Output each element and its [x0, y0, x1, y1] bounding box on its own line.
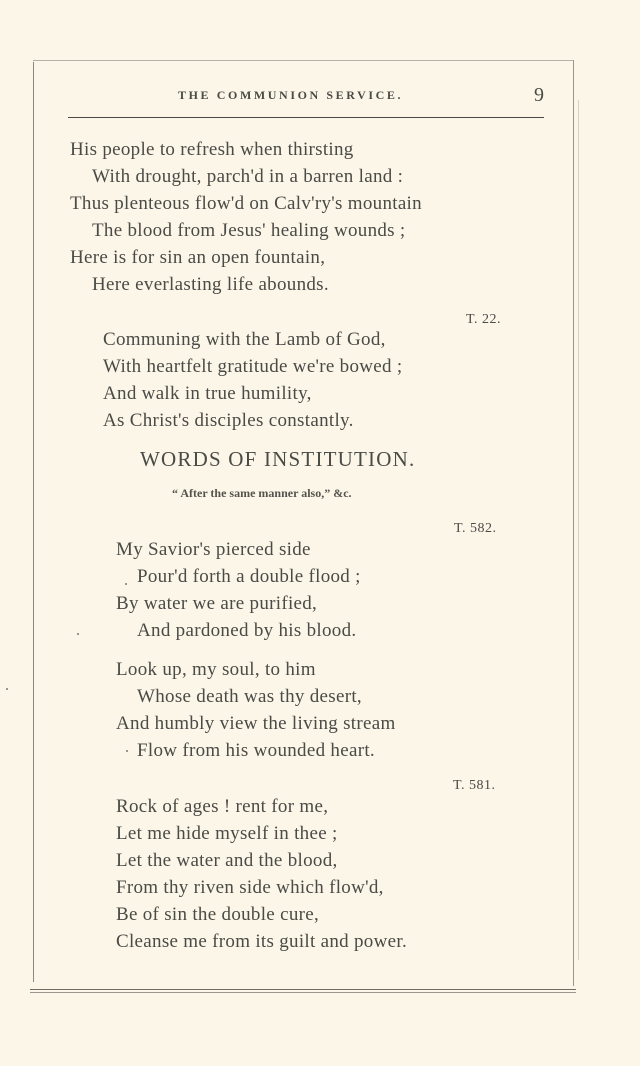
- tune-number: T. 22.: [466, 312, 502, 327]
- verse-line: My Savior's pierced side: [116, 539, 311, 560]
- verse-line: By water we are purified,: [116, 593, 318, 614]
- verse-line: The blood from Jesus' healing wounds ;: [92, 220, 406, 241]
- bottom-rule-double: [30, 992, 576, 993]
- verse-line: Thus plenteous flow'd on Calv'ry's mountain: [70, 193, 422, 214]
- verse-line: Let me hide myself in thee ;: [116, 823, 338, 844]
- bottom-rule: [30, 989, 576, 990]
- verse-line: His people to refresh when thirsting: [70, 139, 354, 160]
- tune-number: T. 581.: [453, 778, 496, 793]
- verse-line: Communing with the Lamb of God,: [103, 329, 386, 350]
- page-edge: [578, 100, 579, 960]
- verse-line: And pardoned by his blood.: [137, 620, 357, 641]
- tune-number: T. 582.: [454, 521, 497, 536]
- page-number: 9: [534, 84, 544, 106]
- verse-line: Look up, my soul, to him: [116, 659, 316, 680]
- verse-line: Whose death was thy desert,: [137, 686, 362, 707]
- verse-line: Cleanse me from its guilt and power.: [116, 931, 407, 952]
- verse-line: Here everlasting life abounds.: [92, 274, 329, 295]
- verse-line: Rock of ages ! rent for me,: [116, 796, 329, 817]
- verse-line: With drought, parch'd in a barren land :: [92, 166, 404, 187]
- verse-line: As Christ's disciples constantly.: [103, 410, 354, 431]
- section-heading: WORDS OF INSTITUTION.: [140, 447, 416, 471]
- verse-line: Here is for sin an open fountain,: [70, 247, 326, 268]
- scan-speck: [125, 583, 127, 585]
- page-border-top: [33, 60, 574, 61]
- verse-line: And humbly view the living stream: [116, 713, 396, 734]
- header-rule: [68, 117, 544, 118]
- verse-line: Let the water and the blood,: [116, 850, 338, 871]
- scan-speck: [126, 750, 128, 752]
- verse-line: Be of sin the double cure,: [116, 904, 320, 925]
- section-subheading: “ After the same manner also,” &c.: [172, 486, 352, 500]
- verse-line: From thy riven side which flow'd,: [116, 877, 384, 898]
- running-title: THE COMMUNION SERVICE.: [178, 88, 404, 102]
- page-border-left: [33, 62, 34, 982]
- verse-line: Pour'd forth a double flood ;: [137, 566, 361, 587]
- page-header: [0, 84, 640, 108]
- page-border-right: [573, 60, 574, 986]
- verse-line: With heartfelt gratitude we're bowed ;: [103, 356, 403, 377]
- verse-line: Flow from his wounded heart.: [137, 740, 375, 761]
- scan-speck: [77, 633, 79, 635]
- verse-line: And walk in true humility,: [103, 383, 312, 404]
- scan-speck: [6, 688, 8, 690]
